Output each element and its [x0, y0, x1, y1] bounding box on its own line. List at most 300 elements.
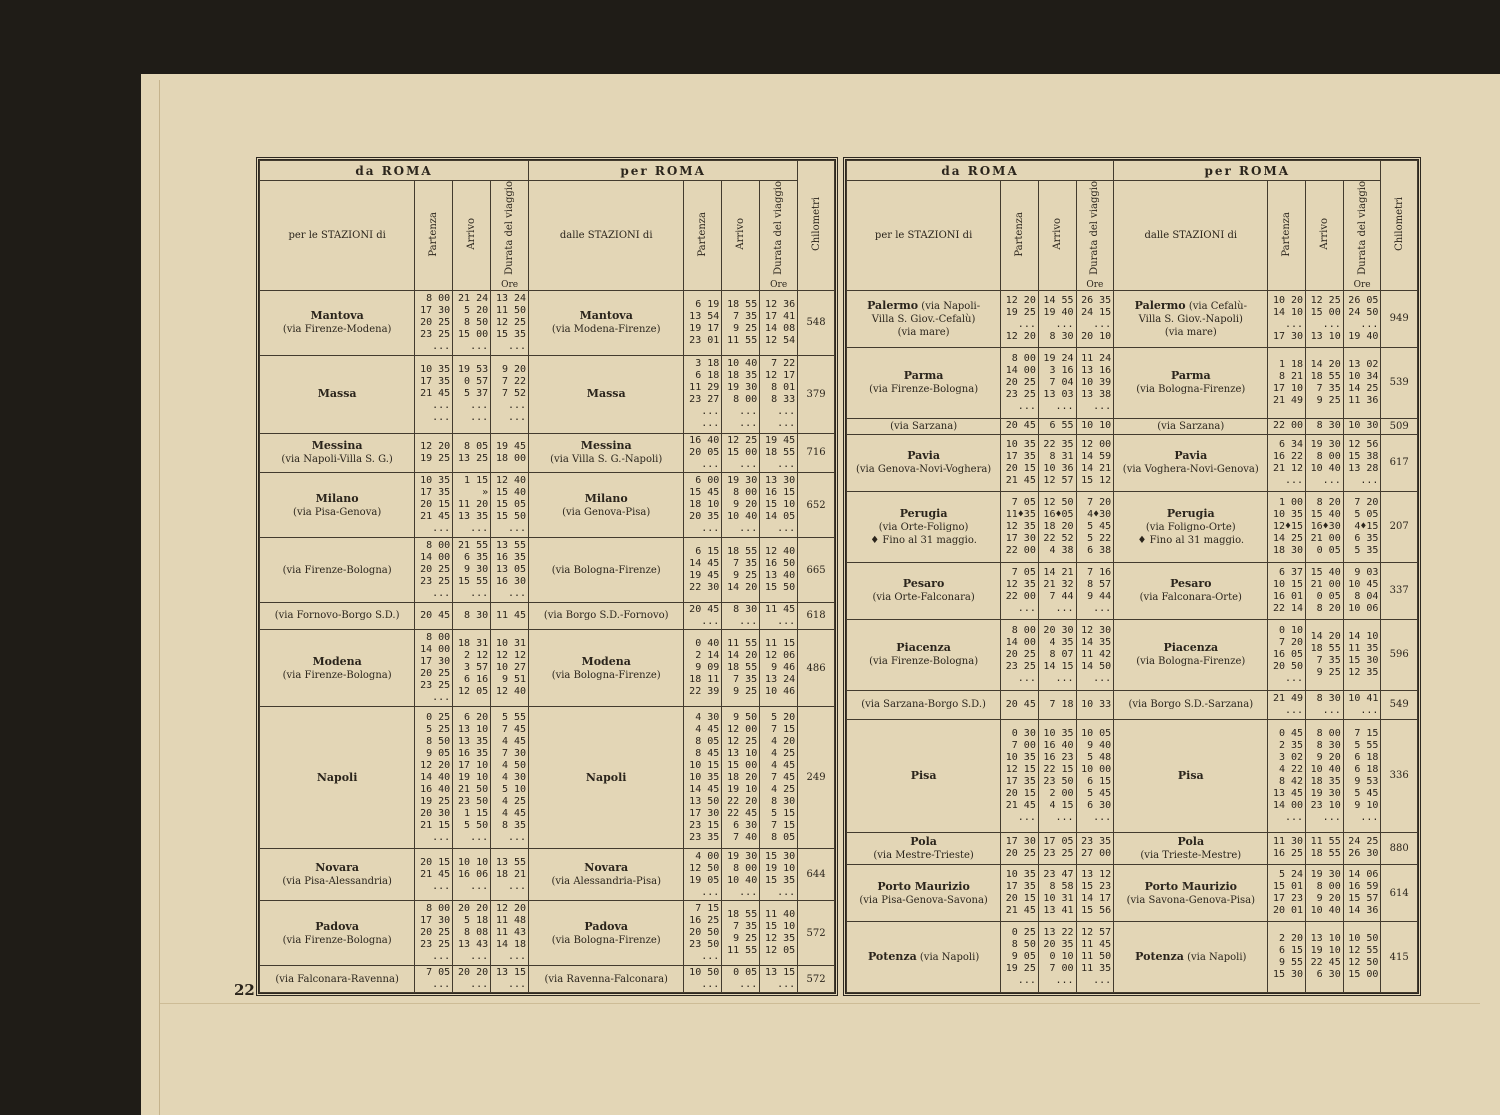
station-name: Padova — [584, 919, 629, 933]
station-cell — [1114, 719, 1268, 832]
return-time-cell: 0 45 2 35 3 02 4 22 8 42 13 45 14 00 ... — [1268, 719, 1306, 832]
return-time-cell: 14 20 18 55 7 35 9 25 — [1306, 347, 1344, 418]
return-time-cell: 7 15 5 55 6 18 6 18 9 53 5 45 9 10 ... — [1343, 719, 1381, 832]
departure-time-cell: 12 50 16♦05 18 20 22 52 4 38 — [1038, 491, 1076, 562]
station-via: (via Bologna-Firenze) — [1136, 384, 1246, 396]
km-cell — [1381, 619, 1418, 690]
return-time-cell: 8 30 — [1306, 418, 1344, 434]
departure-time-cell: 13 12 15 23 14 17 15 56 — [1076, 865, 1114, 922]
station-via: (via Orte-Falconara) — [872, 592, 975, 604]
departure-time-cell: 20 30 4 35 8 07 14 15 ... — [1038, 619, 1076, 690]
header-da-roma: da ROMA — [260, 161, 529, 181]
departure-time-cell: 13 15 ... — [491, 966, 529, 993]
departure-time-cell: 13 22 20 35 0 10 7 00 ... — [1038, 922, 1076, 993]
departure-time-cell: 8 30 — [453, 603, 491, 630]
station-cell — [847, 619, 1001, 690]
station-via: (via Falconara-Orte) — [1139, 592, 1242, 604]
header-per-roma: per ROMA — [529, 161, 798, 181]
station-cell — [529, 849, 684, 901]
station-cell — [260, 433, 415, 472]
station-name: Pisa — [1177, 768, 1204, 782]
km-value: 379 — [806, 388, 826, 400]
departure-time-cell: 11 45 — [491, 603, 529, 630]
header-partenza: Partenza — [415, 181, 453, 291]
return-time-cell: 2 20 6 15 9 55 15 30 — [1268, 922, 1306, 993]
return-time-cell: 19 30 8 00 10 40 ... — [1306, 435, 1344, 492]
table-row — [847, 690, 1418, 719]
station-cell — [1114, 290, 1268, 347]
return-time-cell: 13 02 10 34 14 25 11 36 — [1343, 347, 1381, 418]
station-cell — [529, 473, 684, 538]
km-cell — [1381, 435, 1418, 492]
station-name: Pesaro — [902, 577, 945, 591]
return-time-cell: 10 40 18 35 19 30 8 00 ... ... — [722, 355, 760, 433]
station-name: Pavia — [907, 449, 940, 463]
station-via: (via Firenze-Bologna) — [869, 656, 979, 668]
table-row — [847, 435, 1418, 492]
departure-time-cell: 10 33 — [1076, 690, 1114, 719]
departure-time-cell: 7 16 8 57 9 44 ... — [1076, 562, 1114, 619]
return-time-cell: 12 36 17 41 14 08 12 54 — [760, 290, 798, 355]
header-to-station: per le STAZIONI di — [847, 181, 1001, 291]
timetable-left-panel — [256, 157, 838, 996]
km-value: 415 — [1389, 951, 1409, 963]
station-name: Piacenza — [1163, 641, 1219, 655]
km-cell — [798, 629, 835, 707]
return-time-cell: 18 55 7 35 9 25 11 55 — [722, 901, 760, 966]
return-time-cell: 1 00 10 35 12♦15 14 25 18 30 — [1268, 491, 1306, 562]
departure-time-cell: 12 20 19 25 — [415, 433, 453, 472]
return-time-cell: 10 50 12 55 12 50 15 00 — [1343, 922, 1381, 993]
station-name: Palermo — [1134, 298, 1186, 312]
km-value: 716 — [806, 447, 826, 459]
header-partenza: Partenza — [1001, 181, 1039, 291]
station-cell — [847, 491, 1001, 562]
station-via: Villa S. Giov.-Cefalù) — [871, 313, 976, 325]
return-time-cell: 10 50 ... — [684, 966, 722, 993]
station-name-suffix: (via Napoli) — [916, 952, 980, 964]
return-time-cell: 8 30 ... — [722, 603, 760, 630]
departure-time-cell: 7 05 12 35 22 00 ... — [1001, 562, 1039, 619]
departure-time-cell: 6 55 — [1038, 418, 1076, 434]
return-time-cell: 12 25 15 00 ... 13 10 — [1306, 290, 1344, 347]
station-via: (via Villa S. G.-Napoli) — [550, 454, 663, 466]
station-via: (via Napoli-Villa S. G.) — [281, 454, 393, 466]
return-time-cell: 14 06 16 59 15 57 14 36 — [1343, 865, 1381, 922]
station-cell — [260, 966, 415, 993]
station-cell — [260, 290, 415, 355]
departure-time-cell: 13 24 11 50 12 25 15 35 ... — [491, 290, 529, 355]
return-time-cell: 13 30 16 15 15 10 14 05 ... — [760, 473, 798, 538]
return-time-cell: 10 20 14 10 ... 17 30 — [1268, 290, 1306, 347]
km-value: 337 — [1389, 585, 1409, 597]
station-via: (via Bologna-Firenze) — [551, 934, 661, 946]
km-cell — [798, 355, 835, 433]
return-time-cell: 3 18 6 18 11 29 23 27 ... ... — [684, 355, 722, 433]
station-cell — [1114, 832, 1268, 865]
station-via: (via Pisa-Genova) — [293, 506, 382, 518]
km-cell — [798, 707, 835, 849]
station-cell — [260, 849, 415, 901]
station-via: (via Bologna-Firenze) — [551, 564, 661, 576]
departure-time-cell: 20 20 ... — [453, 966, 491, 993]
timetable-right-panel — [843, 157, 1421, 996]
table-row — [260, 901, 835, 966]
station-name: Milano — [584, 491, 628, 505]
header-durata: Durata del viaggio Ore — [760, 181, 798, 291]
departure-time-cell: 8 00 14 00 20 25 23 25 ... — [1001, 347, 1039, 418]
header-arrivo: Arrivo — [1038, 181, 1076, 291]
departure-time-cell: 20 45 — [1001, 418, 1039, 434]
station-cell — [529, 707, 684, 849]
station-note: ♦ Fino al 31 maggio. — [870, 534, 977, 546]
departure-time-cell: 10 35 16 40 16 23 22 15 23 50 2 00 4 15 ... — [1038, 719, 1076, 832]
km-value: 549 — [1389, 699, 1409, 711]
station-via: (via Ravenna-Falconara) — [544, 973, 668, 985]
km-value: 572 — [806, 927, 826, 939]
station-via: (via Falconara-Ravenna) — [275, 973, 399, 985]
station-name: Messina — [311, 439, 363, 453]
departure-time-cell: 10 31 12 12 10 27 9 51 12 40 — [491, 629, 529, 707]
return-time-cell: 7 15 16 25 20 50 23 50 ... — [684, 901, 722, 966]
departure-time-cell: 19 24 3 16 7 04 13 03 ... — [1038, 347, 1076, 418]
km-value: 665 — [806, 564, 826, 576]
station-name: Perugia — [1166, 506, 1215, 520]
station-cell — [260, 707, 415, 849]
station-via: (via Fornovo-Borgo S.D.) — [274, 610, 400, 622]
station-name: Mantova — [310, 309, 364, 323]
return-time-cell: 14 20 18 55 7 35 9 25 — [1306, 619, 1344, 690]
table-row — [260, 629, 835, 707]
station-via: (via Firenze-Bologna) — [869, 384, 979, 396]
departure-time-cell: 18 31 2 12 3 57 6 16 12 05 — [453, 629, 491, 707]
station-via: (via Firenze-Bologna) — [282, 934, 392, 946]
km-value: 486 — [806, 662, 826, 674]
station-name: Modena — [581, 654, 631, 668]
station-via: (via Alessandria-Pisa) — [551, 876, 661, 888]
return-time-cell: 12 40 16 50 13 40 15 50 — [760, 538, 798, 603]
station-name-suffix: (via Napoli) — [1183, 952, 1247, 964]
station-name: Potenza — [1135, 950, 1184, 964]
table-row — [847, 491, 1418, 562]
station-name: Parma — [1170, 369, 1211, 383]
return-time-cell: 15 30 19 10 15 35 ... — [760, 849, 798, 901]
station-cell — [260, 473, 415, 538]
table-row — [847, 719, 1418, 832]
return-time-cell: 11 55 18 55 — [1306, 832, 1344, 865]
station-cell — [847, 562, 1001, 619]
departure-time-cell: 1 15 » 11 20 13 35 ... — [453, 473, 491, 538]
return-time-cell: 6 00 15 45 18 10 20 35 ... — [684, 473, 722, 538]
return-time-cell: 19 30 8 00 9 20 10 40 ... — [722, 473, 760, 538]
departure-time-cell: 21 24 5 20 8 50 15 00 ... — [453, 290, 491, 355]
table-row — [260, 433, 835, 472]
station-via: (via Firenze-Modena) — [282, 324, 392, 336]
km-value: 548 — [806, 317, 826, 329]
km-cell — [1381, 347, 1418, 418]
station-name: Piacenza — [896, 641, 951, 655]
station-cell — [847, 347, 1001, 418]
departure-time-cell: 19 45 18 00 — [491, 433, 529, 472]
return-time-cell: 0 10 7 20 16 05 20 50 ... — [1268, 619, 1306, 690]
departure-time-cell: 8 00 14 00 17 30 20 25 23 25 ... — [415, 629, 453, 707]
station-cell — [847, 290, 1001, 347]
km-cell — [798, 603, 835, 630]
station-cell — [260, 901, 415, 966]
station-via: (via Bologna-Firenze) — [1136, 656, 1246, 668]
return-time-cell: 19 30 8 00 9 20 10 40 — [1306, 865, 1344, 922]
departure-time-cell: 10 10 16 06 ... — [453, 849, 491, 901]
departure-time-cell: 12 30 14 35 11 42 14 50 ... — [1076, 619, 1114, 690]
return-time-cell: 11 40 15 10 12 35 12 05 — [760, 901, 798, 966]
station-cell — [1114, 865, 1268, 922]
station-via: (via Genova-Novi-Voghera) — [855, 464, 992, 476]
return-time-cell: 4 30 4 45 8 05 8 45 10 15 10 35 14 45 13 50 17 30 23 15 23 35 — [684, 707, 722, 849]
station-cell — [529, 433, 684, 472]
header-durata: Durata del viaggio Ore — [491, 181, 529, 291]
departure-time-cell: 23 47 8 58 10 31 13 41 — [1038, 865, 1076, 922]
station-via: (via Orte-Foligno) — [878, 521, 969, 533]
return-time-cell: 9 50 12 00 12 25 13 10 15 00 18 20 19 10 22 20 22 45 6 30 7 40 — [722, 707, 760, 849]
header-arrivo: Arrivo — [1306, 181, 1344, 291]
departure-time-cell: 8 00 14 00 20 25 23 25 ... — [1001, 619, 1039, 690]
return-time-cell: 8 00 8 30 9 20 10 40 18 35 19 30 23 10 ... — [1306, 719, 1344, 832]
departure-time-cell: 26 35 24 15 ... 20 10 — [1076, 290, 1114, 347]
page-edge-bottom — [160, 1003, 1480, 1034]
km-value: 618 — [806, 610, 826, 622]
departure-time-cell: 7 20 4♦30 5 45 5 22 6 38 — [1076, 491, 1114, 562]
station-via: (via Modena-Firenze) — [551, 324, 661, 336]
page-number: 22 — [234, 981, 255, 999]
departure-time-cell: 0 25 5 25 8 50 9 05 12 20 14 40 16 40 19 25 20 30 21 15 ... — [415, 707, 453, 849]
station-via: (via Voghera-Novi-Genova) — [1122, 464, 1259, 476]
header-partenza: Partenza — [1268, 181, 1306, 291]
table-row — [847, 865, 1418, 922]
km-cell — [1381, 562, 1418, 619]
departure-time-cell: 10 35 17 35 20 15 21 45 — [1001, 435, 1039, 492]
table-row — [847, 347, 1418, 418]
station-name: Potenza — [867, 950, 917, 964]
departure-time-cell: 10 35 17 35 20 15 21 45 ... — [415, 473, 453, 538]
departure-time-cell: 19 53 0 57 5 37 ... ... — [453, 355, 491, 433]
station-cell — [1114, 562, 1268, 619]
return-time-cell: 10 41 ... — [1343, 690, 1381, 719]
departure-time-cell: 11 24 13 16 10 39 13 38 ... — [1076, 347, 1114, 418]
station-via: (via Pisa-Genova-Savona) — [859, 894, 988, 906]
station-cell — [260, 538, 415, 603]
station-name: Porto Maurizio — [877, 879, 970, 893]
table-row — [260, 473, 835, 538]
station-cell — [847, 418, 1001, 434]
table-row — [260, 707, 835, 849]
station-name: Mantova — [579, 309, 633, 323]
station-via: (via Pisa-Alessandria) — [282, 876, 392, 888]
station-cell — [529, 538, 684, 603]
departure-time-cell: 13 55 16 35 13 05 16 30 ... — [491, 538, 529, 603]
departure-time-cell: 0 25 8 50 9 05 19 25 ... — [1001, 922, 1039, 993]
header-km: Chilometri — [1381, 161, 1418, 291]
station-name: Modena — [312, 654, 362, 668]
header-to-station: per le STAZIONI di — [260, 181, 415, 291]
station-cell — [1114, 619, 1268, 690]
departure-time-cell: 8 00 17 30 20 25 23 25 ... — [415, 290, 453, 355]
header-durata: Durata del viaggio Ore — [1343, 181, 1381, 291]
departure-time-cell: 6 20 13 10 13 35 16 35 17 10 19 10 21 50 23 50 1 15 5 50 ... — [453, 707, 491, 849]
return-time-cell: 6 15 14 45 19 45 22 30 — [684, 538, 722, 603]
return-time-cell: 9 03 10 45 8 04 10 06 — [1343, 562, 1381, 619]
station-name-suffix: (via Cefalù- — [1185, 300, 1247, 312]
station-cell — [847, 719, 1001, 832]
departure-time-cell: 20 20 5 18 8 08 13 43 ... — [453, 901, 491, 966]
return-time-cell: 19 30 8 00 10 40 ... — [722, 849, 760, 901]
return-time-cell: 18 55 7 35 9 25 14 20 — [722, 538, 760, 603]
departure-time-cell: 5 55 7 45 4 45 7 30 4 50 4 30 5 10 4 25 4 45 8 35 ... — [491, 707, 529, 849]
table-row — [260, 966, 835, 993]
table-row — [847, 562, 1418, 619]
return-time-cell: 5 24 15 01 17 23 20 01 — [1268, 865, 1306, 922]
return-time-cell: 0 40 2 14 9 09 18 11 22 39 — [684, 629, 722, 707]
km-cell — [1381, 922, 1418, 993]
station-name: Massa — [586, 387, 626, 401]
return-time-cell: 11 55 14 20 18 55 7 35 9 25 — [722, 629, 760, 707]
return-time-cell: 8 30 ... — [1306, 690, 1344, 719]
return-time-cell: 11 30 16 25 — [1268, 832, 1306, 865]
station-cell — [1114, 491, 1268, 562]
return-time-cell: 19 45 18 55 ... — [760, 433, 798, 472]
table-row — [847, 290, 1418, 347]
table-row — [260, 603, 835, 630]
table-row — [847, 832, 1418, 865]
departure-time-cell: 8 05 13 25 — [453, 433, 491, 472]
km-value: 652 — [806, 499, 826, 511]
return-time-cell: 11 15 12 06 9 46 13 24 10 46 — [760, 629, 798, 707]
station-name: Pola — [1177, 834, 1205, 848]
station-cell — [847, 435, 1001, 492]
station-cell — [1114, 922, 1268, 993]
km-cell — [1381, 418, 1418, 434]
station-name: Perugia — [899, 506, 948, 520]
station-name: Novara — [315, 861, 360, 875]
km-cell — [1381, 832, 1418, 865]
km-value: 572 — [806, 973, 826, 985]
station-via: (via mare) — [897, 326, 950, 338]
departure-time-cell: 22 35 8 31 10 36 12 57 — [1038, 435, 1076, 492]
station-name: Novara — [584, 861, 629, 875]
header-from-station: dalle STAZIONI di — [529, 181, 684, 291]
return-time-cell: 24 25 26 30 — [1343, 832, 1381, 865]
return-time-cell: 0 05 ... — [722, 966, 760, 993]
departure-time-cell: 23 35 27 00 — [1076, 832, 1114, 865]
station-cell — [260, 355, 415, 433]
departure-time-cell: 10 35 17 35 20 15 21 45 — [1001, 865, 1039, 922]
departure-time-cell: 10 35 17 35 21 45 ... ... — [415, 355, 453, 433]
return-time-cell: 12 56 15 38 13 28 ... — [1343, 435, 1381, 492]
header-from-station: dalle STAZIONI di — [1114, 181, 1268, 291]
station-via: (via Trieste-Mestre) — [1140, 849, 1242, 861]
departure-time-cell: 12 57 11 45 11 50 11 35 ... — [1076, 922, 1114, 993]
station-name: Parma — [903, 369, 944, 383]
return-time-cell: 5 20 7 15 4 20 4 25 4 45 7 45 4 25 8 30 5 15 7 15 8 05 — [760, 707, 798, 849]
header-per-roma: per ROMA — [1114, 161, 1381, 181]
table-row — [847, 619, 1418, 690]
station-via: (via Sarzana) — [1157, 420, 1225, 432]
km-value: 614 — [1389, 887, 1409, 899]
return-time-cell: 7 20 5 05 4♦15 6 35 5 35 — [1343, 491, 1381, 562]
departure-time-cell: 10 10 — [1076, 418, 1114, 434]
km-cell — [798, 901, 835, 966]
return-time-cell: 13 10 19 10 22 45 6 30 — [1306, 922, 1344, 993]
table-row — [260, 355, 835, 433]
station-cell — [1114, 418, 1268, 434]
km-cell — [798, 433, 835, 472]
station-via: (via mare) — [1164, 326, 1217, 338]
km-value: 596 — [1389, 649, 1409, 661]
departure-time-cell: 7 05 11♦35 12 35 17 30 22 00 — [1001, 491, 1039, 562]
departure-time-cell: 7 05 ... — [415, 966, 453, 993]
return-time-cell: 12 25 15 00 ... — [722, 433, 760, 472]
return-time-cell: 4 00 12 50 19 05 ... — [684, 849, 722, 901]
return-time-cell: 18 55 7 35 9 25 11 55 — [722, 290, 760, 355]
departure-time-cell: 14 55 19 40 ... 8 30 — [1038, 290, 1076, 347]
station-name: Milano — [315, 491, 359, 505]
station-via: (via Savona-Genova-Pisa) — [1126, 894, 1256, 906]
km-value: 949 — [1389, 313, 1409, 325]
station-via: (via Foligno-Orte) — [1145, 521, 1236, 533]
departure-time-cell: 17 30 20 25 — [1001, 832, 1039, 865]
return-time-cell: 6 34 16 22 21 12 ... — [1268, 435, 1306, 492]
departure-time-cell: 20 15 21 45 ... — [415, 849, 453, 901]
header-km: Chilometri — [798, 161, 835, 291]
header-partenza: Partenza — [684, 181, 722, 291]
departure-time-cell: 10 05 9 40 5 48 10 00 6 15 5 45 6 30 ... — [1076, 719, 1114, 832]
station-name: Padova — [315, 919, 359, 933]
station-cell — [847, 832, 1001, 865]
departure-time-cell: 8 00 17 30 20 25 23 25 ... — [415, 901, 453, 966]
departure-time-cell: 12 20 11 48 11 43 14 18 ... — [491, 901, 529, 966]
km-cell — [1381, 690, 1418, 719]
km-value: 539 — [1389, 377, 1409, 389]
return-time-cell: 21 49 ... — [1268, 690, 1306, 719]
return-time-cell: 20 45 ... — [684, 603, 722, 630]
km-cell — [1381, 719, 1418, 832]
km-cell — [798, 966, 835, 993]
station-cell — [260, 603, 415, 630]
station-name: Napoli — [585, 770, 627, 784]
station-cell — [529, 901, 684, 966]
header-durata: Durata del viaggio Ore — [1076, 181, 1114, 291]
km-cell — [798, 290, 835, 355]
station-cell — [847, 922, 1001, 993]
departure-time-cell: 14 21 21 32 7 44 ... — [1038, 562, 1076, 619]
station-via: (via Borgo S.D.-Fornovo) — [543, 610, 669, 622]
km-value: 509 — [1389, 420, 1409, 432]
departure-time-cell: 20 45 — [415, 603, 453, 630]
table-row — [260, 538, 835, 603]
station-via: (via Genova-Pisa) — [562, 506, 651, 518]
return-time-cell: 8 20 15 40 16♦30 21 00 0 05 — [1306, 491, 1344, 562]
station-cell — [1114, 690, 1268, 719]
station-via: (via Mestre-Trieste) — [873, 849, 974, 861]
timetable-right — [846, 160, 1418, 993]
departure-time-cell: 17 05 23 25 — [1038, 832, 1076, 865]
station-name: Massa — [317, 387, 357, 401]
km-cell — [1381, 491, 1418, 562]
station-via: (via Firenze-Bologna) — [282, 564, 392, 576]
station-via: (via Borgo S.D.-Sarzana) — [1128, 699, 1254, 711]
departure-time-cell: 8 00 14 00 20 25 23 25 ... — [415, 538, 453, 603]
return-time-cell: 10 30 — [1343, 418, 1381, 434]
km-value: 249 — [806, 772, 826, 784]
